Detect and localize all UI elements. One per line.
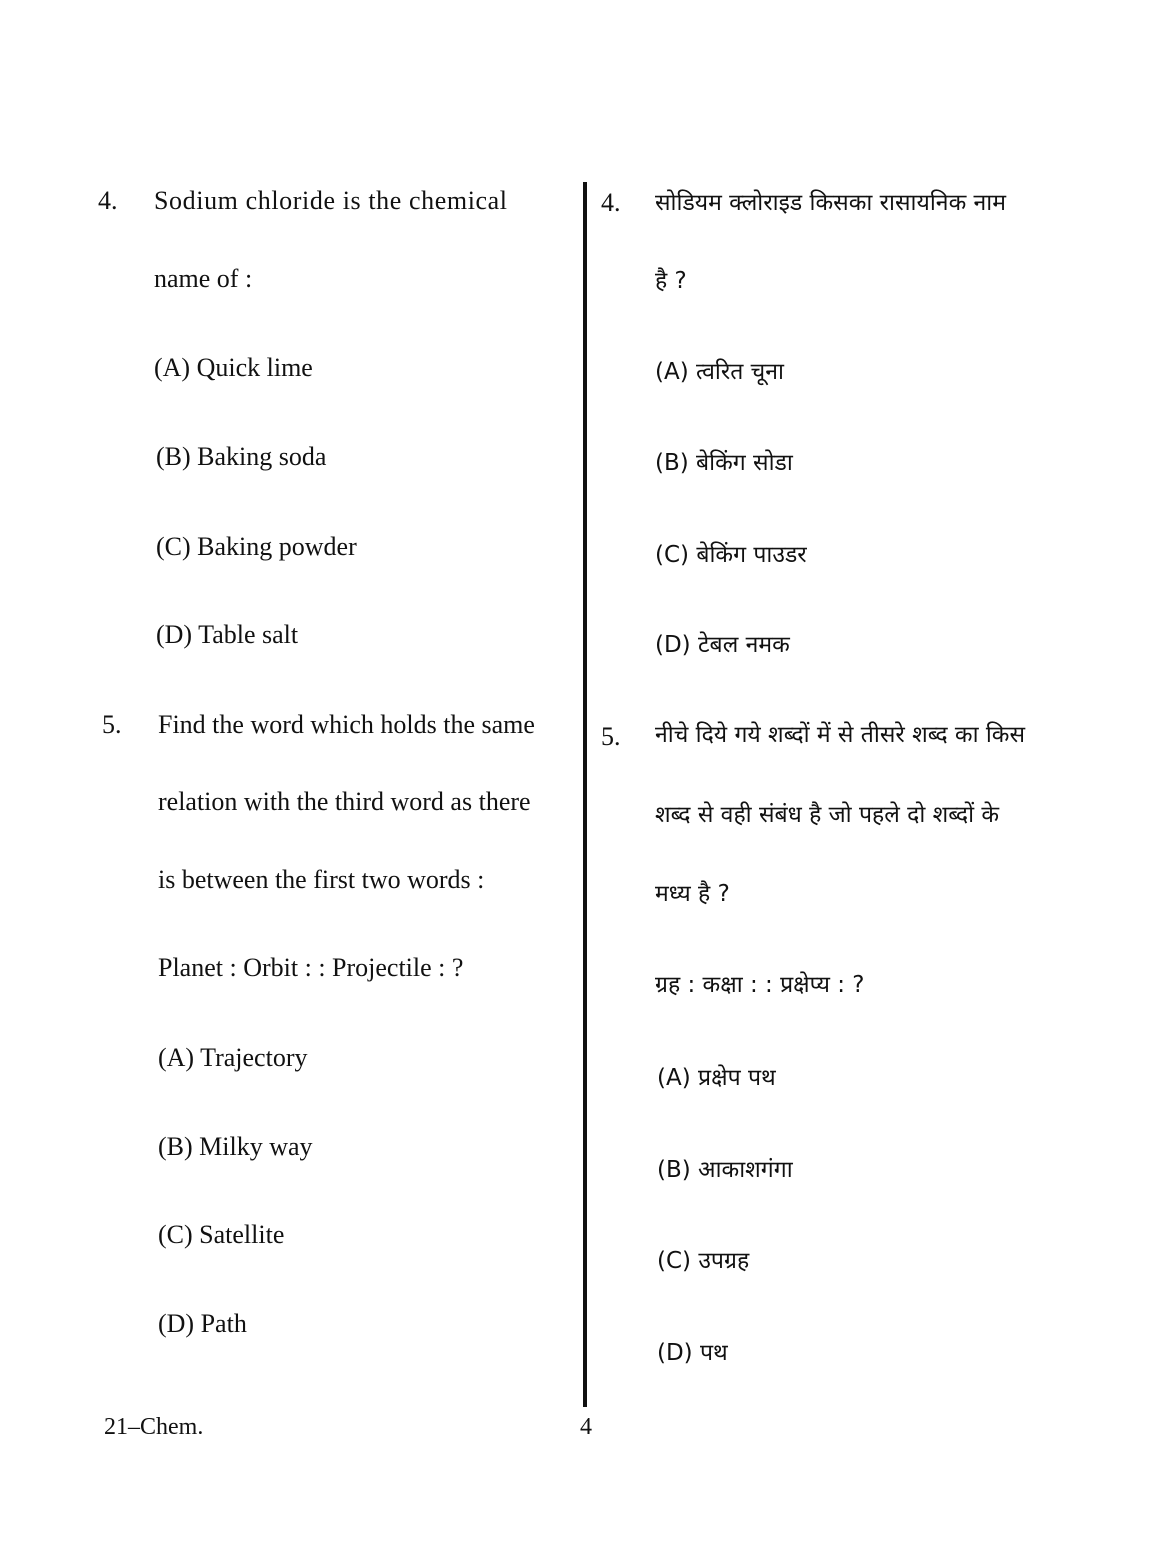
question-5-option-a-hindi: (A) प्रक्षेप पथ — [657, 1065, 776, 1091]
question-4-option-b-hindi: (B) बेकिंग सोडा — [655, 450, 793, 476]
question-5-text-line3-hindi: मध्य है ? — [655, 881, 730, 907]
question-4-option-b: (B) Baking soda — [156, 442, 327, 471]
question-5-text-line2-hindi: शब्द से वही संबंध है जो पहले दो शब्दों के — [655, 802, 1000, 828]
question-4-text-line1: Sodium chloride is the chemical — [154, 186, 508, 215]
question-4-option-a: (A) Quick lime — [154, 353, 313, 382]
question-5-text-line2: relation with the third word as there — [158, 787, 531, 816]
question-5-text-line3: is between the first two words : — [158, 865, 485, 894]
question-4-option-d: (D) Table salt — [156, 620, 299, 649]
question-5-option-d: (D) Path — [158, 1309, 247, 1338]
question-4-option-d-hindi: (D) टेबल नमक — [655, 632, 790, 658]
question-5-analogy: Planet : Orbit : : Projectile : ? — [158, 953, 464, 982]
footer-paper-code: 21–Chem. — [104, 1414, 204, 1440]
question-4-option-c-hindi: (C) बेकिंग पाउडर — [655, 542, 807, 568]
question-5-number-hindi: 5. — [601, 722, 621, 751]
question-5-option-a: (A) Trajectory — [158, 1043, 308, 1072]
question-4-option-c: (C) Baking powder — [156, 532, 357, 561]
question-5-text-line1: Find the word which holds the same — [158, 710, 535, 739]
question-4-text-line1-hindi: सोडियम क्लोराइड किसका रासायनिक नाम — [655, 190, 1007, 216]
question-5-option-c: (C) Satellite — [158, 1220, 285, 1249]
question-4-option-a-hindi: (A) त्वरित चूना — [655, 359, 784, 385]
question-5-option-b: (B) Milky way — [158, 1132, 313, 1161]
question-5-number: 5. — [102, 710, 122, 739]
question-4-number-hindi: 4. — [601, 188, 621, 217]
question-5-option-c-hindi: (C) उपग्रह — [657, 1248, 750, 1274]
question-5-analogy-hindi: ग्रह : कक्षा : : प्रक्षेप्य : ? — [655, 972, 865, 998]
question-4-text-line2-hindi: है ? — [655, 268, 687, 294]
question-5-option-d-hindi: (D) पथ — [657, 1340, 728, 1366]
footer-page-number: 4 — [580, 1414, 592, 1440]
question-4-number: 4. — [98, 186, 118, 215]
question-5-text-line1-hindi: नीचे दिये गये शब्दों में से तीसरे शब्द का किस — [655, 722, 1026, 748]
question-4-text-line2: name of : — [154, 264, 253, 293]
column-divider — [583, 182, 587, 1407]
question-5-option-b-hindi: (B) आकाशगंगा — [657, 1157, 793, 1183]
